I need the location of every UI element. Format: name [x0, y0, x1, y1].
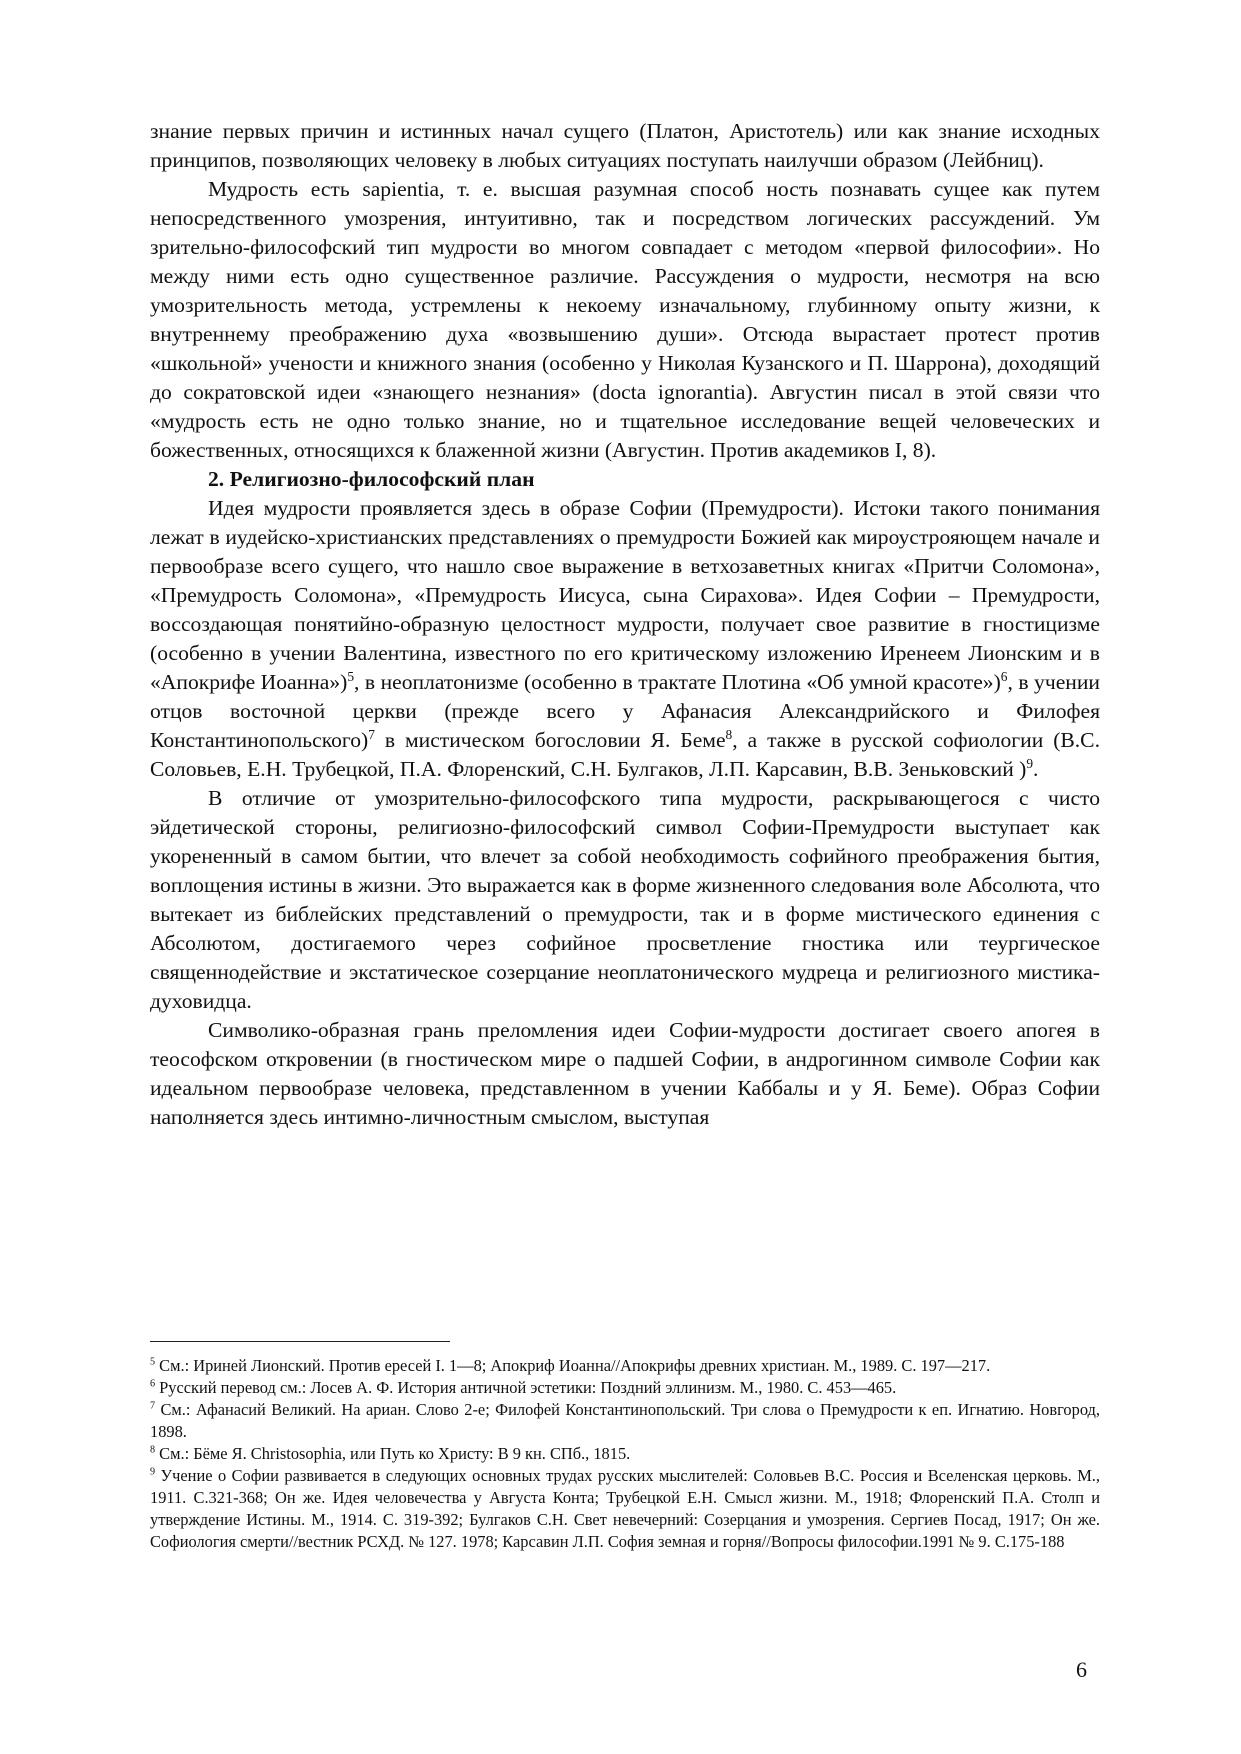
paragraph-5: Символико-образная грань преломления идеи Софии-мудрости достигает своего апогея в теософском откровении (в гностическом мире о падшей Софии, в андрогинном символе Софии как идеальном первообразе человека, представленном в учении Каббалы и у Я. Беме). Образ Софии наполняется здесь интимно-личностным смыслом, выступая — [150, 1018, 1100, 1129]
footnote-7 — [150, 1399, 1100, 1443]
paragraph-3-text-5: , а также в русской софиологии (В.С. Соловьев, Е.Н. Трубецкой, П.А. Флоренский, С.Н. Булгаков, Л.П. Карсавин, В.В. Зеньковский ) — [150, 728, 1100, 781]
paragraph-3 — [150, 494, 1100, 784]
footnote-text: Учение о Софии развивается в следующих основных трудах русских мыслителей: Соловьев В.С. Россия и Вселенская церковь. М., 1911. С.321-368; Он же. Идея человечества у Августа Конта; Трубецкой Е.Н. Смысл жизни. М., 1918; Флоренский П.А. Столп и утверждение Истины. М., 1914. С. 319-392; Булгаков С.Н. Свет невечерний: Созерцания и умозрения. Сергиев Посад, 1917; Он же. Софиология смерти//вестник РСХД. № 127. 1978; Карсавин Л.П. София земная и горня//Вопросы философии.1991 № 9. С.175-188 — [150, 1466, 1100, 1551]
footnote-number: 9 — [150, 1466, 156, 1478]
footnote-5 — [150, 1355, 1100, 1377]
footnote-number: 7 — [150, 1400, 156, 1412]
paragraph-3-text-6: . — [1033, 757, 1039, 781]
footnotes — [150, 1355, 1100, 1553]
footnote-number: 5 — [150, 1356, 156, 1368]
section-heading: 2. Религиозно-философский план — [208, 467, 535, 491]
footnote-ref-6[interactable]: 6 — [1000, 668, 1008, 684]
footnote-number: 8 — [150, 1444, 156, 1456]
footnote-ref-5[interactable]: 5 — [347, 668, 355, 684]
page-number: 6 — [1076, 1657, 1087, 1682]
paragraph-3-text-4: в мистическом богословии Я. Беме — [374, 728, 726, 752]
paragraph-4: В отличие от умозрительно-философского типа мудрости, раскрывающегося с чисто эйдетической стороны, религиозно-философский символ Софии-Премудрости выступает как укорененный в самом бытии, что влечет за собой необходимость софийного преображения бытия, воплощения истины в жизни. Это выражается как в форме жизненного следования воле Абсолюта, что вытекает из библейских представлений о премудрости, так и в форме мистического единения с Абсолютом, достигаемого через софийное просветление гностика или теургическое священнодействие и экстатическое созерцание неоплатонического мудреца и религиозного мистика-духовидца. — [150, 786, 1100, 1013]
paragraph-1: знание первых причин и истинных начал сущего (Платон, Аристотель) или как знание исходных принципов, позволяющих человеку в любых ситуациях поступать наилучши образом (Лейбниц). — [150, 119, 1100, 172]
footnote-text: См.: Ириней Лионский. Против ересей I. 1—8; Апокриф Иоанна//Апокрифы древних христиан. М., 1989. С. 197—217. — [155, 1356, 991, 1375]
footnote-number: 6 — [150, 1378, 156, 1390]
footnote-text: См.: Бёме Я. Christosophia, или Путь ко Христу: В 9 кн. СПб., 1815. — [155, 1444, 631, 1463]
body-text — [150, 117, 1100, 1132]
paragraph-3-text-3: , в учении отцов восточной церкви (прежде всего у Афанасия Александрийского и Филофея Константинопольского) — [150, 670, 1100, 752]
footnote-9 — [150, 1465, 1100, 1553]
footnote-separator — [150, 1341, 450, 1342]
footnote-ref-8[interactable]: 8 — [725, 726, 733, 742]
footnote-text: Русский перевод см.: Лосев А. Ф. История античной эстетики: Поздний эллинизм. М., 1980. С. 453—465. — [155, 1378, 897, 1397]
paragraph-2: Мудрость есть sapientia, т. е. высшая разумная способ ность познавать сущее как путем непосредственного умозрения, интуитивно, так и посредством логических рассуждений. Ум зрительно-философский тип мудрости во многом совпадает с методом «первой философии». Но между ними есть одно существенное различие. Рассуждения о мудрости, несмотря на всю умозрительность метода, устремлены к некоему изначальному, глубинному опыту жизни, к внутреннему преображению духа «возвышению души». Отсюда вырастает протест против «школьной» учености и книжного знания (особенно у Николая Кузанского и П. Шаррона), доходящий до сократовской идеи «знающего незнания» (docta ignorantia). Августин писал в этой связи что «мудрость есть не одно только знание, но и тщательное исследование вещей человеческих и божественных, относящихся к блаженной жизни (Августин. Против академиков I, 8). — [150, 177, 1100, 462]
footnote-text: См.: Афанасий Великий. На ариан. Слово 2-е; Филофей Константинопольский. Три слова о Премудрости к еп. Игнатию. Новгород, 1898. — [150, 1400, 1100, 1441]
paragraph-3-text-1: Идея мудрости проявляется здесь в образе Софии (Премудрости). Истоки такого понимания лежат в иудейско-христианских представлениях о премудрости Божией как мироустрояющем начале и первообразе всего сущего, что нашло свое выражение в ветхозаветных книгах «Притчи Соломона», «Премудрость Соломона», «Премудрость Иисуса, сына Сирахова». Идея Софии – Премудрости, воссоздающая понятийно-образную целостност мудрости, получает свое развитие в гностицизме (особенно в учении Валентина, известного по его критическому изложению Иренеем Лионским и в «Апокрифе Иоанна») — [150, 496, 1100, 694]
footnote-ref-7[interactable]: 7 — [368, 726, 375, 742]
footnote-8 — [150, 1443, 1100, 1465]
footnote-6 — [150, 1377, 1100, 1399]
paragraph-3-text-2: , в неоплатонизме (особенно в трактате Плотина «Об умной красоте») — [354, 670, 1001, 694]
footnote-ref-9[interactable]: 9 — [1026, 755, 1034, 771]
